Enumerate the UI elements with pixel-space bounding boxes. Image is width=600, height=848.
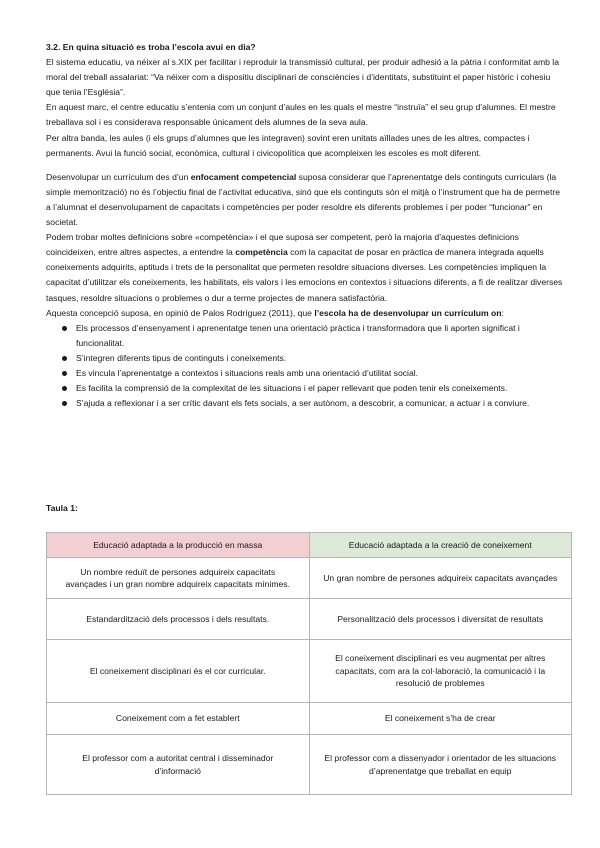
table-cell: Estandardització dels processos i dels resultats.: [47, 599, 310, 640]
table-cell: El coneixement disciplinari és el cor curricular.: [47, 640, 310, 703]
table-row: [47, 703, 572, 735]
table-cell: El coneixement disciplinari es veu augmentat per altres capacitats, com ara la col·laboració, la comunicació i la resolució de problemes: [309, 640, 572, 703]
table-row: [47, 735, 572, 795]
table-title: Taula 1:: [46, 503, 78, 513]
table-cell: El professor com a autoritat central i disseminador d’informació: [47, 735, 310, 795]
bold-term: enfocament competencial: [190, 171, 297, 182]
list-item: S’ajuda a reflexionar i a ser crític davant els fets socials, a ser autònom, a descobrir, a comunicar, a actuar i a conviure.: [46, 396, 566, 411]
bullet-list: [46, 321, 566, 412]
comparison-table: [46, 532, 572, 795]
table-cell: Un gran nombre de persones adquireix capacitats avançades: [309, 558, 572, 599]
table-cell: Personalització dels processos i diversitat de resultats: [309, 599, 572, 640]
header-knowledge-creation: Educació adaptada a la creació de coneixement: [309, 533, 572, 558]
header-mass-production: Educació adaptada a la producció en massa: [47, 533, 310, 558]
bullet-icon: [62, 326, 67, 331]
table-cell: Coneixement com a fet establert: [47, 703, 310, 735]
paragraph-classrooms: Per altra banda, les aules (i els grups d’alumnes que les integraven) sovint eren unitats aïllades unes de les altres, compactes i permanents. Avui la funció social, econòmica, cultural i civicopolítica que acompleixen les escoles es molt diferent.: [46, 132, 530, 158]
table-cell: El professor com a dissenyador i orientador de les situacions d’aprenentatge que treballat en equip: [309, 735, 572, 795]
bullet-icon: [62, 386, 67, 391]
table-row: [47, 558, 572, 599]
list-item: S’integren diferents tipus de continguts i coneixements.: [46, 351, 566, 366]
paragraph-origin: El sistema educatiu, va néixer al s.XIX per facilitar i reproduir la transmissió cultural, per produir adhesió a la pàtria i conformitat amb la moral del treball assalariat: “Va néixer com a dispositiu disciplinari de consciències i d’identitats, substituint el paper històric i cohesiu que tenia l’Església”.: [46, 57, 559, 98]
section-body: [46, 40, 566, 411]
table-row: [47, 640, 572, 703]
table-cell: Un nombre reduït de persones adquireix capacitats avançades i un gran nombre adquireix capacitats mínimes.: [47, 558, 310, 599]
table-header-row: [47, 533, 572, 558]
paragraph-conception: Aquesta concepció suposa, en opinió de Palos Rodríguez (2011), que l’escola ha de desenvolupar un currículum on:: [46, 307, 504, 318]
section-heading: 3.2. En quina situació es troba l’escola avui en dia?: [46, 42, 256, 52]
bullet-icon: [62, 371, 67, 376]
table-cell: El coneixement s’ha de crear: [309, 703, 572, 735]
list-item: Es vincula l’aprenentatge a contextos i situacions reals amb una orientació d’utilitat social.: [46, 366, 566, 381]
bold-term: l’escola ha de desenvolupar un currículum on: [314, 307, 502, 318]
paragraph-definitions: Podem trobar moltes definicions sobre «competència» i el que suposa ser competent, però la majoria d’aquestes definicions coincideixen, entre altres aspectes, a entendre la competència com la capacitat de posar en pràctica de manera integrada aquells coneixements adquirits, aptituds i trets de la personalitat que permeten resoldre situacions diverses. Les competències impliquen la capacitat d’utilitzar els coneixements, les habilitats, els valors i les emocions en contextos i situacions diferents, a fi de realitzar diverses tasques, resoldre situacions o problemes o dur a terme projectes de manera satisfactòria.: [46, 232, 563, 303]
bullet-icon: [62, 356, 67, 361]
list-item: Es facilita la comprensió de la complexitat de les situacions i el paper rellevant que poden tenir els coneixements.: [46, 381, 566, 396]
bullet-icon: [62, 401, 67, 406]
list-item: Els processos d’ensenyament i aprenentatge tenen una orientació pràctica i transformadora que li aporten significat i funcionalitat.: [46, 321, 566, 351]
paragraph-competencial: Desenvolupar un currículum des d’un enfocament competencial suposa considerar que l’aprenentatge dels continguts curriculars (la simple memorització) no és l’objectiu final de l’activitat educativa, sinó que els continguts són el mitjà o l’instrument que ha de permetre a l’alumnat el desenvolupament de capacitats i competències per poder resoldre els diferents problemes i per poder “funcionar” en societat.: [46, 171, 560, 228]
paragraph-framework: En aquest marc, el centre educatiu s’entenia com un conjunt d’aules en les quals el mestre “instruïa” el seu grup d’alumnes. El mestre treballava sol i es considerava responsable únicament dels alumnes de la seva aula.: [46, 102, 556, 128]
bold-term: competència: [235, 247, 288, 258]
table-row: [47, 599, 572, 640]
